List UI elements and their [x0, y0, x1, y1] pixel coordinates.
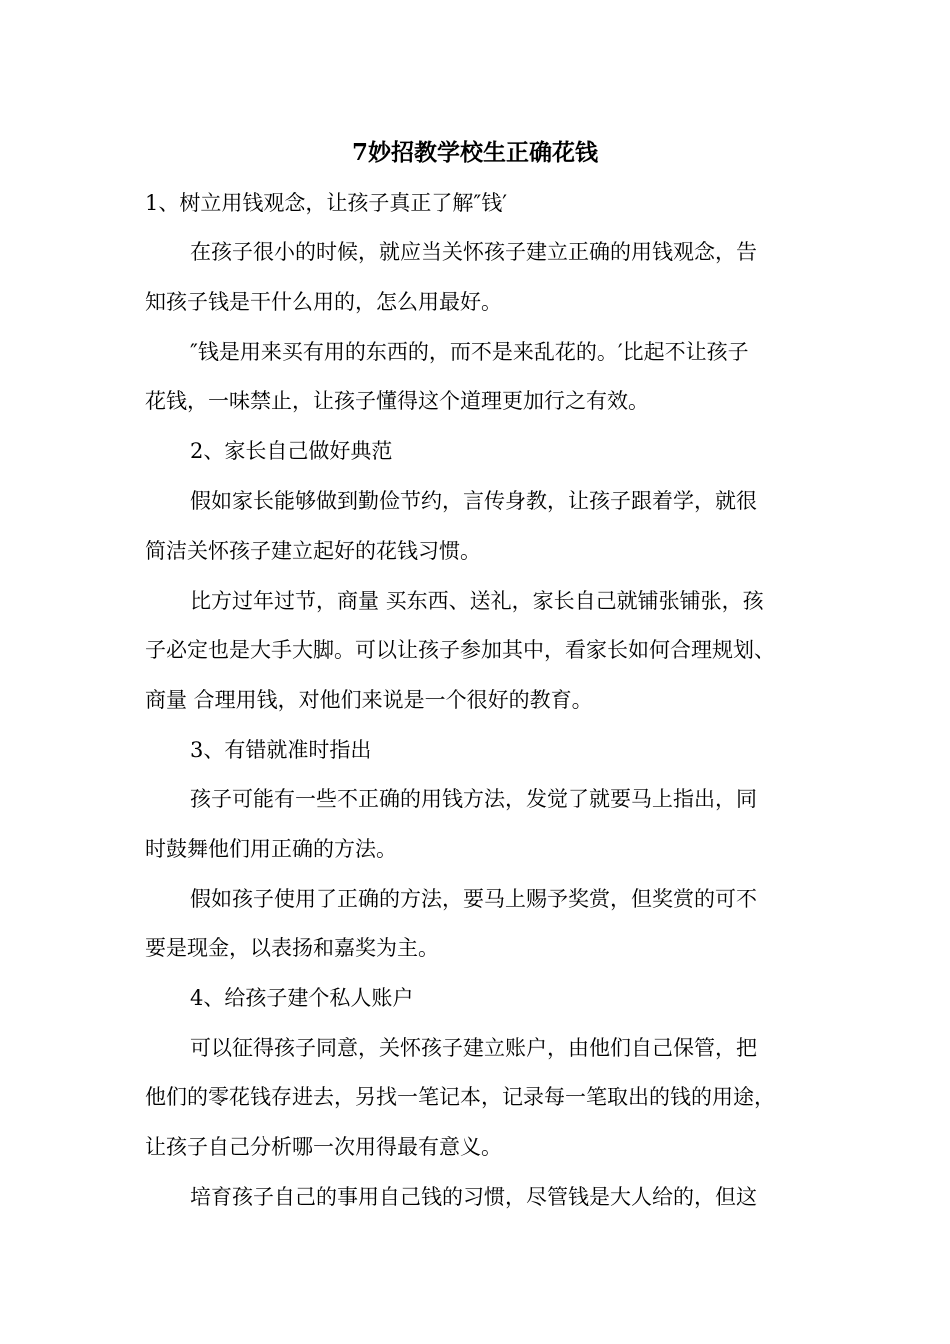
section-heading-2: 2、家长自己做好典范: [190, 439, 393, 463]
document-title: 7妙招教学校生正确花钱: [351, 139, 598, 166]
paragraph-line: ″钱是用来买有用的东西的，而不是来乱花的。′比起不让孩子: [190, 340, 749, 364]
paragraph-line: 他们的零花钱存进去，另找一笔记本，记录每一笔取出的钱的用途，: [145, 1085, 775, 1109]
paragraph-line: 在孩子很小的时候，就应当关怀孩子建立正确的用钱观念，告: [190, 240, 757, 264]
paragraph-line: 假如家长能够做到勤俭节约，言传身教，让孩子跟着学，就很: [190, 489, 757, 513]
paragraph-line: 简洁关怀孩子建立起好的花钱习惯。: [145, 539, 481, 563]
paragraph-line: 可以征得孩子同意，关怀孩子建立账户，由他们自己保管，把: [190, 1036, 757, 1060]
paragraph-line: 培育孩子自己的事用自己钱的习惯，尽管钱是大人给的，但这: [190, 1185, 757, 1209]
paragraph-line: 商量 合理用钱，对他们来说是一个很好的教育。: [145, 688, 593, 712]
paragraph-line: 时鼓舞他们用正确的方法。: [145, 837, 397, 861]
paragraph-line: 知孩子钱是干什么用的，怎么用最好。: [145, 290, 502, 314]
section-heading-3: 3、有错就准时指出: [190, 738, 372, 762]
paragraph-line: 子必定也是大手大脚。可以让孩子参加其中，看家长如何合理规划、: [145, 638, 775, 662]
paragraph-line: 让孩子自己分析哪一次用得最有意义。: [145, 1135, 502, 1159]
paragraph-line: 假如孩子使用了正确的方法，要马上赐予奖赏，但奖赏的可不: [190, 887, 757, 911]
section-heading-1: 1、树立用钱观念，让孩子真正了解″钱′: [145, 191, 507, 215]
paragraph-line: 比方过年过节，商量 买东西、送礼，家长自己就铺张铺张，孩: [190, 589, 764, 613]
section-heading-4: 4、给孩子建个私人账户: [190, 986, 414, 1010]
paragraph-line: 花钱，一味禁止，让孩子懂得这个道理更加行之有效。: [145, 389, 649, 413]
paragraph-line: 要是现金，以表扬和嘉奖为主。: [145, 936, 439, 960]
paragraph-line: 孩子可能有一些不正确的用钱方法，发觉了就要马上指出，同: [190, 787, 757, 811]
